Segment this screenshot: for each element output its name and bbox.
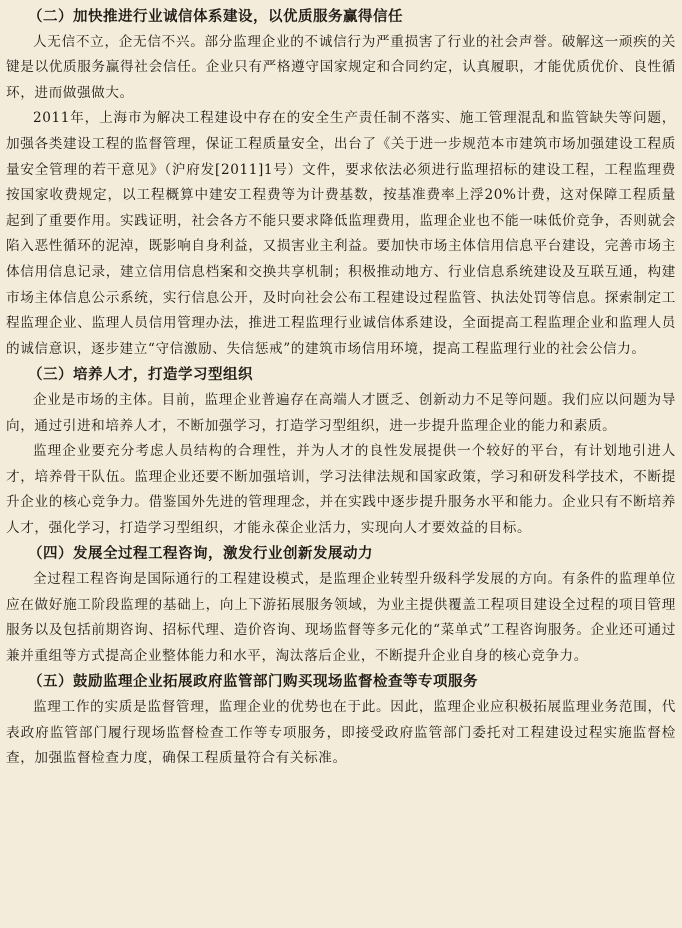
section-4 — [6, 541, 676, 669]
section-3 — [6, 362, 676, 541]
paragraph: 企业是市场的主体。目前，监理企业普遍存在高端人才匮乏、创新动力不足等问题。我们应以问题为导向，通过引进和培养人才，不断加强学习，打造学习型组织，进一步提升监理企业的能力和素质。 — [6, 391, 676, 434]
paragraph: 监理企业要充分考虑人员结构的合理性，并为人才的良性发展提供一个较好的平台，有计划地引进人才，培养骨干队伍。监理企业还要不断加强培训，学习法律法规和国家政策，学习和研发科学技术，不断提升企业的核心竞争力。借鉴国外先进的管理理念，并在实践中逐步提升服务水平和能力。企业只有不断培养人才，强化学习，打造学习型组织，才能永葆企业活力，实现向人才要效益的目标。 — [6, 443, 676, 536]
section-heading: （五）鼓励监理企业拓展政府监管部门购买现场监督检查等专项服务 — [28, 673, 478, 691]
section-5 — [6, 669, 676, 771]
paragraph: 2011年，上海市为解决工程建设中存在的安全生产责任制不落实、施工管理混乱和监管缺失等问题，加强各类建设工程的监督管理，保证工程质量安全，出台了《关于进一步规范本市建筑市场加强建设工程质量安全管理的若干意见》（沪府发[2011]1号）文件，要求依法必须进行监理招标的建设工程，工程监理费按国家收费规定，以工程概算中建安工程费等为计费基数，按基准费率上浮20%计费，这对保障工程质量起到了重要作用。实践证明，社会各方不能只要求降低监理费用，监理企业也不能一味低价竞争，否则就会陷入恶性循环的泥淖，既影响自身利益，又损害业主利益。要加快市场主体信用信息平台建设，完善市场主体信用信息记录，建立信用信息档案和交换共享机制；积极推动地方、行业信息系统建设及互联互通，构建市场主体信息公示系统，实行信息公开，及时向社会公布工程建设过程监管、执法处罚等信息。探索制定工程监理企业、监理人员信用管理办法，推进工程监理行业诚信体系建设，全面提高工程监理企业和监理人员的诚信意识，逐步建立“守信激励、失信惩戒”的建筑市场信用环境，提高工程监理行业的社会公信力。 — [6, 110, 676, 357]
section-2 — [6, 4, 676, 362]
section-heading: （三）培养人才，打造学习型组织 — [28, 366, 253, 384]
section-heading: （二）加快推进行业诚信体系建设，以优质服务赢得信任 — [28, 8, 403, 25]
paragraph: 人无信不立，企无信不兴。部分监理企业的不诚信行为严重损害了行业的社会声誉。破解这一顽疾的关键是以优质服务赢得社会信任。企业只有严格遵守国家规定和合同约定，认真履职，才能优质优价、良性循环，进而做强做大。 — [6, 33, 676, 101]
paragraph: 监理工作的实质是监督管理，监理企业的优势也在于此。因此，监理企业应积极拓展监理业务范围，代表政府监管部门履行现场监督检查工作等专项服务，即接受政府监管部门委托对工程建设过程实施监督检查，加强监督检查力度，确保工程质量符合有关标准。 — [6, 699, 676, 767]
paragraph: 全过程工程咨询是国际通行的工程建设模式，是监理企业转型升级科学发展的方向。有条件的监理单位应在做好施工阶段监理的基础上，向上下游拓展服务领域，为业主提供覆盖工程项目建设全过程的项目管理服务以及包括前期咨询、招标代理、造价咨询、现场监督等多元化的“菜单式”工程咨询服务。企业还可通过兼并重组等方式提高企业整体能力和水平，淘汰落后企业，不断提升企业自身的核心竞争力。 — [6, 571, 676, 664]
section-heading: （四）发展全过程工程咨询，激发行业创新发展动力 — [28, 545, 373, 563]
